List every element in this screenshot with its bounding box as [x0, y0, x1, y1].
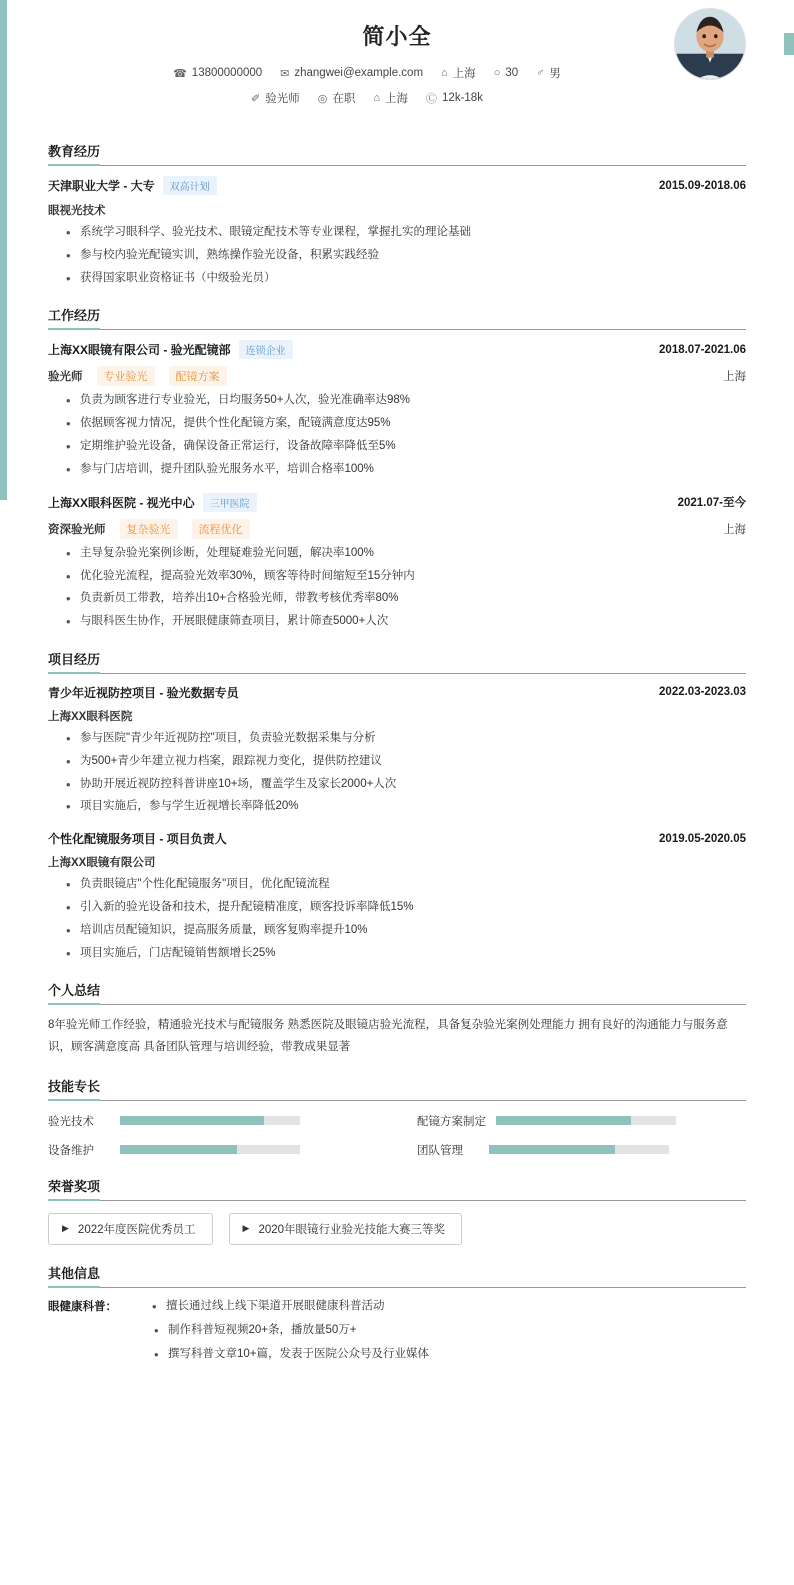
page-title: 简小全: [362, 24, 432, 49]
skill-item: [417, 1113, 746, 1129]
work-bullets: [48, 545, 746, 631]
skill-bar-fill: [120, 1145, 237, 1154]
contact-city: [441, 65, 476, 81]
section-title-education: 教育经历: [48, 141, 100, 162]
contact-location-value: 上海: [385, 93, 409, 105]
list-item: • 培训店员配镜知识，提高服务质量，顾客复购率提升10%: [66, 922, 746, 940]
work-tag: 连锁企业: [239, 340, 293, 359]
resume-header: [0, 0, 794, 123]
skill-item: [48, 1113, 377, 1129]
skill-label: 配镜方案制定: [417, 1115, 486, 1128]
section-title-projects: 项目经历: [48, 649, 100, 670]
work-company-name: 上海XX眼镜有限公司 - 验光配镜部: [48, 343, 231, 358]
project-date: 2019.05-2020.05: [659, 832, 746, 845]
work-tag: 三甲医院: [203, 493, 257, 512]
section-title-summary: 个人总结: [48, 980, 100, 1001]
work-entry-headline: [48, 340, 746, 359]
skill-bar-fill: [489, 1145, 615, 1154]
skills-grid: [48, 1113, 746, 1158]
work-date: 2021.07-至今: [677, 497, 746, 510]
education-date: 2015.09-2018.06: [659, 179, 746, 192]
section-awards: [48, 1176, 746, 1245]
work-skill-tag: 流程优化: [192, 519, 250, 539]
project-name: 个性化配镜服务项目 - 项目负责人: [48, 832, 227, 847]
education-major: 眼视光技术: [48, 205, 106, 217]
list-item: • 制作科普短视频20+条，播放量50万+: [154, 1322, 746, 1340]
section-title-work: 工作经历: [48, 305, 100, 326]
list-item: • 主导复杂验光案例诊断，处理疑难验光问题，解决率100%: [66, 545, 746, 563]
list-item: • 引入新的验光设备和技术，提升配镜精准度，顾客投诉率降低15%: [66, 899, 746, 917]
project-bullets: [48, 876, 746, 962]
contact-city-value: 上海: [452, 68, 476, 80]
award-label: 2022年度医院优秀员工: [77, 1223, 196, 1236]
work-company-name: 上海XX眼科医院 - 视光中心: [48, 495, 195, 510]
award-label: 2020年眼镜行业验光技能大赛三等奖: [258, 1223, 446, 1236]
work-role: [48, 519, 250, 539]
section-header-summary: [48, 980, 746, 1005]
mail-icon: ✉: [280, 67, 290, 80]
section-skills: [48, 1076, 746, 1158]
list-item: • 获得国家职业资格证书（中级验光员）: [66, 270, 746, 288]
work-location: 上海: [723, 523, 746, 536]
age-icon: ○: [493, 67, 501, 79]
skill-bar: [496, 1116, 676, 1125]
project-org: 上海XX眼镜有限公司: [48, 857, 156, 870]
list-item: • 参与医院"青少年近视防控"项目，负责验光数据采集与分析: [66, 730, 746, 748]
play-triangle-icon: ▶: [62, 1223, 69, 1234]
list-item: • 参与校内验光配镜实训，熟练操作验光设备，积累实践经验: [66, 247, 746, 265]
work-role: [48, 366, 227, 386]
work-entry-headline: [48, 493, 746, 512]
skill-item: [417, 1142, 746, 1158]
contact-salary: [426, 90, 483, 106]
section-header-other: [48, 1263, 746, 1288]
other-content: [134, 1298, 746, 1369]
list-item: • 依据顾客视力情况，提供个性化配镜方案，配镜满意度达95%: [66, 415, 746, 433]
work-skill-tag: 配镜方案: [169, 366, 227, 386]
list-item: • 为500+青少年建立视力档案，跟踪视力变化，提供防控建议: [66, 753, 746, 771]
work-location: 上海: [723, 371, 746, 384]
list-item: • 负责眼镜店"个性化配镜服务"项目，优化配镜流程: [66, 876, 746, 894]
contact-email-value: zhangwei@example.com: [294, 67, 424, 79]
project-entry-headline: [48, 830, 746, 847]
contact-jobtitle-value: 验光师: [265, 93, 300, 105]
section-header-education: [48, 141, 746, 166]
status-icon: ◎: [317, 92, 328, 105]
skill-bar: [120, 1145, 300, 1154]
other-bullets: [134, 1298, 746, 1316]
award-chip[interactable]: [229, 1213, 463, 1245]
home-icon: ⌂: [441, 67, 448, 79]
section-other: [48, 1263, 746, 1369]
list-item: • 协助开展近视防控科普讲座10+场，覆盖学生及家长2000+人次: [66, 776, 746, 794]
location-icon: ⌂: [373, 92, 381, 104]
project-org-row: [48, 854, 746, 870]
project-date: 2022.03-2023.03: [659, 686, 746, 699]
section-header-skills: [48, 1076, 746, 1101]
list-item: • 参与门店培训，提升团队验光服务水平，培训合格率100%: [66, 461, 746, 479]
project-bullets: [48, 730, 746, 816]
summary-text: 8年验光师工作经验，精通验光技术与配镜服务 熟悉医院及眼镜店验光流程，具备复杂验光案例处理能力 拥有良好的沟通能力与服务意识，顾客满意度高 具备团队管理与培训经验，带教成果显著: [48, 1019, 728, 1053]
section-title-awards: 荣誉奖项: [48, 1176, 100, 1197]
contact-gender: [536, 65, 561, 81]
work-company: [48, 493, 257, 512]
list-item: • 定期维护验光设备，确保设备正常运行，设备故障率降低至5%: [66, 438, 746, 456]
education-entry: [48, 176, 746, 287]
play-triangle-icon: ▶: [242, 1223, 250, 1234]
contact-jobtitle: [251, 90, 300, 106]
contact-row-primary: [48, 65, 746, 81]
work-entry: [48, 493, 746, 631]
work-role-title: 验光师: [48, 371, 83, 384]
resume-body: [0, 141, 794, 1369]
contact-email: [280, 67, 423, 80]
list-item: • 优化验光流程，提高验光效率30%，顾客等待时间缩短至15分钟内: [66, 568, 746, 586]
avatar: [674, 8, 746, 80]
section-projects: [48, 649, 746, 963]
section-education: [48, 141, 746, 287]
section-title-other: 其他信息: [48, 1263, 100, 1284]
job-icon: ✐: [251, 92, 261, 105]
work-role-title: 资深验光师: [48, 523, 106, 536]
contact-gender-value: 男: [549, 68, 561, 80]
section-work: [48, 305, 746, 631]
other-row: [48, 1298, 746, 1369]
skill-bar: [489, 1145, 669, 1154]
work-bullets: [48, 392, 746, 478]
work-skill-tag: 专业验光: [97, 366, 155, 386]
skill-bar: [120, 1116, 300, 1125]
list-item: • 撰写科普文章10+篇，发表于医院公众号及行业媒体: [154, 1346, 746, 1364]
education-entry-headline: [48, 176, 746, 195]
awards-list: [48, 1213, 746, 1245]
section-summary: [48, 980, 746, 1058]
project-entry: [48, 830, 746, 962]
contact-status: [318, 90, 356, 106]
section-header-awards: [48, 1176, 746, 1201]
gender-icon: ♂: [536, 67, 545, 79]
education-tag: 双高计划: [163, 176, 217, 195]
section-header-work: [48, 305, 746, 330]
other-sub-bullets: [134, 1322, 746, 1364]
education-major-row: [48, 202, 746, 218]
list-item: • 项目实施后，参与学生近视增长率降低20%: [66, 798, 746, 816]
skill-label: 验光技术: [48, 1115, 94, 1128]
section-title-skills: 技能专长: [48, 1076, 100, 1097]
education-school-name: 天津职业大学 - 大专: [48, 179, 155, 193]
project-org: 上海XX眼科医院: [48, 710, 133, 723]
work-role-row: [48, 519, 746, 539]
skill-label: 团队管理: [417, 1144, 463, 1157]
skill-label: 设备维护: [48, 1144, 94, 1157]
list-item: • 系统学习眼科学、验光技术、眼镜定配技术等专业课程，掌握扎实的理论基础: [66, 224, 746, 242]
contact-age: [494, 67, 518, 79]
list-item: • 负责新员工带教，培养出10+合格验光师，带教考核优秀率80%: [66, 590, 746, 608]
salary-icon: Ⓒ: [426, 93, 438, 105]
section-header-projects: [48, 649, 746, 674]
phone-icon: ☎: [173, 67, 187, 80]
contact-phone-value: 13800000000: [191, 67, 263, 79]
education-school: [48, 176, 217, 195]
work-company: [48, 340, 293, 359]
project-name: 青少年近视防控项目 - 验光数据专员: [48, 685, 239, 700]
work-entry: [48, 340, 746, 478]
work-date: 2018.07-2021.06: [659, 343, 746, 356]
skill-bar-fill: [120, 1116, 264, 1125]
work-role-row: [48, 366, 746, 386]
list-item: • 项目实施后，门店配镜销售额增长25%: [66, 945, 746, 963]
list-item: • 负责为顾客进行专业验光，日均服务50+人次，验光准确率达98%: [66, 392, 746, 410]
project-entry: [48, 684, 746, 816]
skill-item: [48, 1142, 377, 1158]
contact-age-value: 30: [505, 67, 519, 79]
work-skill-tag: 复杂验光: [120, 519, 178, 539]
contact-salary-value: 12k-18k: [442, 92, 483, 104]
project-org-row: [48, 708, 746, 724]
contact-row-secondary: [48, 90, 746, 106]
contact-location: [373, 90, 408, 106]
education-bullets: [48, 224, 746, 287]
contact-status-value: 在职: [332, 93, 356, 105]
other-label: 眼健康科普：: [48, 1300, 117, 1313]
award-chip[interactable]: [48, 1213, 213, 1245]
list-item: • 与眼科医生协作，开展眼健康筛查项目，累计筛查5000+人次: [66, 613, 746, 631]
project-entry-headline: [48, 684, 746, 701]
contact-phone: [173, 67, 262, 80]
list-item: • 擅长通过线上线下渠道开展眼健康科普活动: [152, 1298, 746, 1316]
skill-bar-fill: [496, 1116, 631, 1125]
